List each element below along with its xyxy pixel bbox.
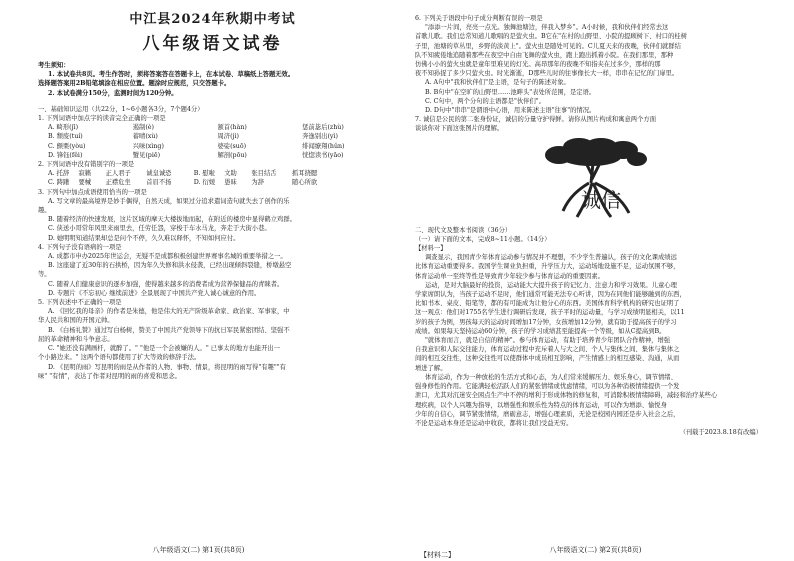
q6-passage-line: 首歌儿歌。我们总常知道儿歌唱的是萤火虫。B它在"在村的山野里、小院的提顾树下、村口的桂树 <box>415 33 687 41</box>
q4-option: B. 这座建了近30年的石拱桥，因为年久失修和洪水侵袭，已经出现倾斜裂缝，桥墩悬空 <box>48 262 292 270</box>
passage-line: 泄口，尤其对沉迷安全困点生产中不停的增利于形成体物的修复和，可消除积极情绪障碍，减轻和治疗某些心 <box>415 392 718 400</box>
q1-options: B. 颓废(tuí) 蓄晴(xù) 周济(jì) 奔逸别出(yì) <box>48 133 338 141</box>
passage-line: 调查显示，我国青少年体育运动参与情况并不理想，不少学生普遍认，孩子的文化课成绩远 <box>425 254 677 262</box>
q6-option: A. A句中"我和伙伴们"是主语，是句子的陈述对象。 <box>425 79 570 87</box>
q1-options: C. 颤栗(yòu) 兴味(xìng) 婆娑(suō) 绯闻缭翔(hǔn) <box>48 142 345 150</box>
q3-option: C. 侠送小哥常年风里来雨里去，任劳任怨，穿梭于车水马龙，奔走于大街小巷。 <box>48 225 271 233</box>
passage-line: 自我意识和人际交往能力，体育运动过程中充斥着人与大之间、个人与集体之间、集体与集体之 <box>415 346 680 354</box>
q5-option: 个小路边来。" 这两个语句都使用了扩大等效的修辞手法。 <box>38 354 201 362</box>
q5-option: 味" "有情"，表达了作者对昆明的雨的喜爱和思念。 <box>38 372 181 380</box>
q4-option: A. 成都市申办2025年世运会，无疑不是成都积极创建世界赛事名城的重要举措之一。 <box>48 253 287 261</box>
question-3: 3. 下列句中加点成语使用恰当的一项是 <box>38 188 147 196</box>
q3-option: 趣。 <box>38 207 51 215</box>
right-page <box>397 0 794 561</box>
q5-option: 华人民共和国的开国元帅。 <box>38 317 114 325</box>
q1-options: A. 畸形(jī) 遏制(è) 颔首(hàn) 惩前毖后(zhù) <box>48 124 344 132</box>
section-heading: 一、基础知识运用（共22分，1~6小题各3分，7个题4分） <box>38 105 204 113</box>
q5-option: A. 《回忆我的母亲》的作者是朱德，他是伟大的无产阶级革命家、政治家、军事家，中 <box>48 308 290 316</box>
notice-line: 2. 本试卷满分150分，监测时间为120分钟。 <box>48 89 178 97</box>
subsection-heading: （一）请下面的文本，完成8~11小题。（14分） <box>415 235 551 243</box>
material-label: 【材料二】 <box>420 551 455 559</box>
q6-passage-line: 子里，池塘的草丛里，乡野的淡黄上"。萤火虫是随处可见的。C儿夏天来的夜晚，伙伴们就群结 <box>415 42 681 50</box>
q1-options: D. 锋钰(fěi) 蟹见(piē) 解剖(pōu) 恍惚读书(yāo) <box>48 151 344 159</box>
page-footer: 八年级语文(二) 第2页(共8页) <box>549 546 642 554</box>
exam-title: 中江县2024年秋期中考试 <box>129 12 296 27</box>
q2-options: A. 托辞 寂籁 正人君子 诚皇诚恐 B. 慰啦 文助 张目结舌 抓耳挠腮 <box>48 170 318 178</box>
source-note: （刊载于2023.8.18有改编） <box>679 429 762 437</box>
passage-line: 岁的孩子为例，男孩每天的运动时间增加17分钟，女孩增加12分钟，就有助于提高孩子的学习 <box>415 318 677 326</box>
question-7: 7. 诚信是公民的第二张身份证，诚信的分量守护得鲜。请你从图片构成和寓意两个方面 <box>415 116 656 124</box>
q5-option: 屈的革命精神和斗争意志。 <box>38 335 114 343</box>
material-label: 【材料一】 <box>415 245 447 253</box>
notice-line: 1. 本试卷共8页。考生作答时，须将答案答在答题卡上，在本试卷、草稿纸上答题无效。 <box>48 71 295 79</box>
passage-line: 增进了解。 <box>415 364 447 372</box>
tree-icon <box>529 137 659 223</box>
notice-title: 考生须知： <box>38 62 70 69</box>
passage-line: 体育运动单一至终等性是导致青少年较少参与体育运动的重要因素。 <box>415 272 604 280</box>
passage-line: 比体育运动重要得多。我国学生课业负担重，升学压力大，运动场地设施不足，运动氛围不够， <box>415 263 680 271</box>
q3-option: B. 随着经济的快速发展，这片区域的摩天大楼拔地而起，在附近的楼房中显得鹤立鸡群。 <box>48 216 296 224</box>
q3-option: A. 写文章的最高境界是妙手偶得，自然天成，如果过分追求遣词造句就失去了创作的乐 <box>48 197 290 205</box>
exam-subtitle: 八年级语文试卷 <box>142 34 283 54</box>
passage-line: 间的相互交往性，这种交往性可以使群体中成员相互影响，产生情感上的相互感染、沟通，从而 <box>415 355 680 363</box>
q5-option: B. 《白杨礼赞》通过写白杨树，赞美了中国共产党领导下的抗日军民紧密团结、坚强不 <box>48 326 290 334</box>
passage-line: 这一观点：他们对1755名学生进行调研后发现，孩子平时的运动量，与学习成绩明显相关，以11 <box>415 309 685 317</box>
passage-line: 成绩。如果每天坚持运动60分钟，孩子的学习成绩甚至能提高一个等级，如从C提高到B。 <box>415 327 666 335</box>
q4-option: D. 专题片《不忘初心 继续前进》全景展现了中国共产党人诚心诚意的作用。 <box>48 289 261 297</box>
image-caption-text: 诚信 <box>580 187 621 212</box>
q3-option: D. 她明明知道结果却总是问个不停，久久难以释怀，不知如何应付。 <box>48 234 240 242</box>
q2-options: C. 踌躇 要械 正襟危坐 首眉不扬 D. 衍媛 愚昧 为辞 随心所欲 <box>48 179 318 187</box>
q6-option: C. C句中，两个分句的主语都是"伙伴们"。 <box>425 97 545 105</box>
question-4: 4. 下列句子没有语病的一项是 <box>38 243 122 251</box>
question-2: 2. 下列词语中没有错别字的一项是 <box>38 161 135 169</box>
q6-passage-line: "添添一片间，亮亮一点光。独舞池塘边，伴我入梦乡"。A小时候，我和伙伴们经常去这 <box>425 24 669 32</box>
passage-line: 运动，是对大脑最好的投资，运动能大大提升孩子的记忆力、注意力和学习效果。儿童心理 <box>425 281 677 289</box>
integrity-tree-image <box>415 136 772 224</box>
q5-option: C. "她还没有满画杆，就醉了。" "他是一个会被嫌的人。" 已事太的地方也能开出一 <box>48 345 280 353</box>
q4-option: 等。 <box>38 271 51 279</box>
passage-line: 不论是运动本身还是运动中收获，都将让我们受益无穷。 <box>415 419 573 427</box>
passage-line: 学家席朗认为，当孩子运动不足时，他们通常可能无法专心听讲，因为在同他们能够融到的东西， <box>415 291 686 299</box>
q6-option: D. D句中"串串"是谓语中心语，用来陈述主语"往事"的情况。 <box>425 107 596 115</box>
question-7: 谈谈你对下面这张图片的理解。 <box>415 125 504 133</box>
section-heading: 二、现代文及整本书阅读（36分） <box>415 226 512 234</box>
question-1: 1. 下列词语中加点字的读音完全正确的一项是 <box>38 115 166 123</box>
q6-passage-line: 仿佛小小的萤火虫就是童年里难见的灯光。高昂那年的夜晚不知指夹在过多少，那样的那 <box>415 61 661 69</box>
passage-line: 比如书本、桌皮、铅笔等，都的有可能成为让他分心的东西。美国体育科学机构的研究也证明了 <box>415 300 680 308</box>
q6-passage-line: 夜不知孙捉了多少只萤火虫。时光渐逝，D那些儿时的往事像长大一样，串串在记忆的门扉里。 <box>415 70 679 78</box>
q6-option: B. B句中"在空旷的山野里……池畔头"表处所范围，是定语。 <box>425 88 596 96</box>
q4-option: C. 随着人们健康意识的逐步加强，使得越来越多的消费者成为营养保健品的青睐者。 <box>48 280 284 288</box>
page-footer: 八年级语文(二) 第1页(共8页) <box>152 546 245 554</box>
passage-line: "就体育而言，就是自信的精神"。参与体育运动，有助于培养青少年团队合作精神，增强 <box>425 337 671 345</box>
q5-option: D. 《昆明的雨》写昆明的雨是从作者的人物、事物、情景，将昆明的雨写得"有趣""有 <box>48 363 286 371</box>
passage-line: 理疾病，以个人兴趣为指导，以增强性和娱乐性为特点的体育运动，可以作为增添、愉悦身 <box>415 401 667 409</box>
passage-line: 少年的自信心，调节紧张情绪，磨砺意志，增强心理素质，无论是校园内园还是步入社会之后， <box>415 410 680 418</box>
q6-passage-line: 队不知疲倦地追随着那些在夜空中自由飞舞的萤火虫，跑上跑出抓着小院。在我们那里，那种 <box>415 51 674 59</box>
question-5: 5. 下列表述中不正确的一项是 <box>38 299 122 307</box>
notice-line: 选择题答案用2B铅笔填涂在相应位置。题涂时应规范，只交答题卡。 <box>38 80 231 88</box>
passage-line: 体育运动，作为一种放松的生活方式和心态，为人们常来缓解压力、娱乐身心，调节情绪、 <box>425 373 677 381</box>
passage-line: 强身修性的作用。它能满轻松活跃人们的紧张情绪或忧虑情绪，可以为各种消极情绪提供一个发 <box>415 383 680 391</box>
question-6: 6. 下列关于语段中句子成分判断有误的一项是 <box>415 15 543 22</box>
